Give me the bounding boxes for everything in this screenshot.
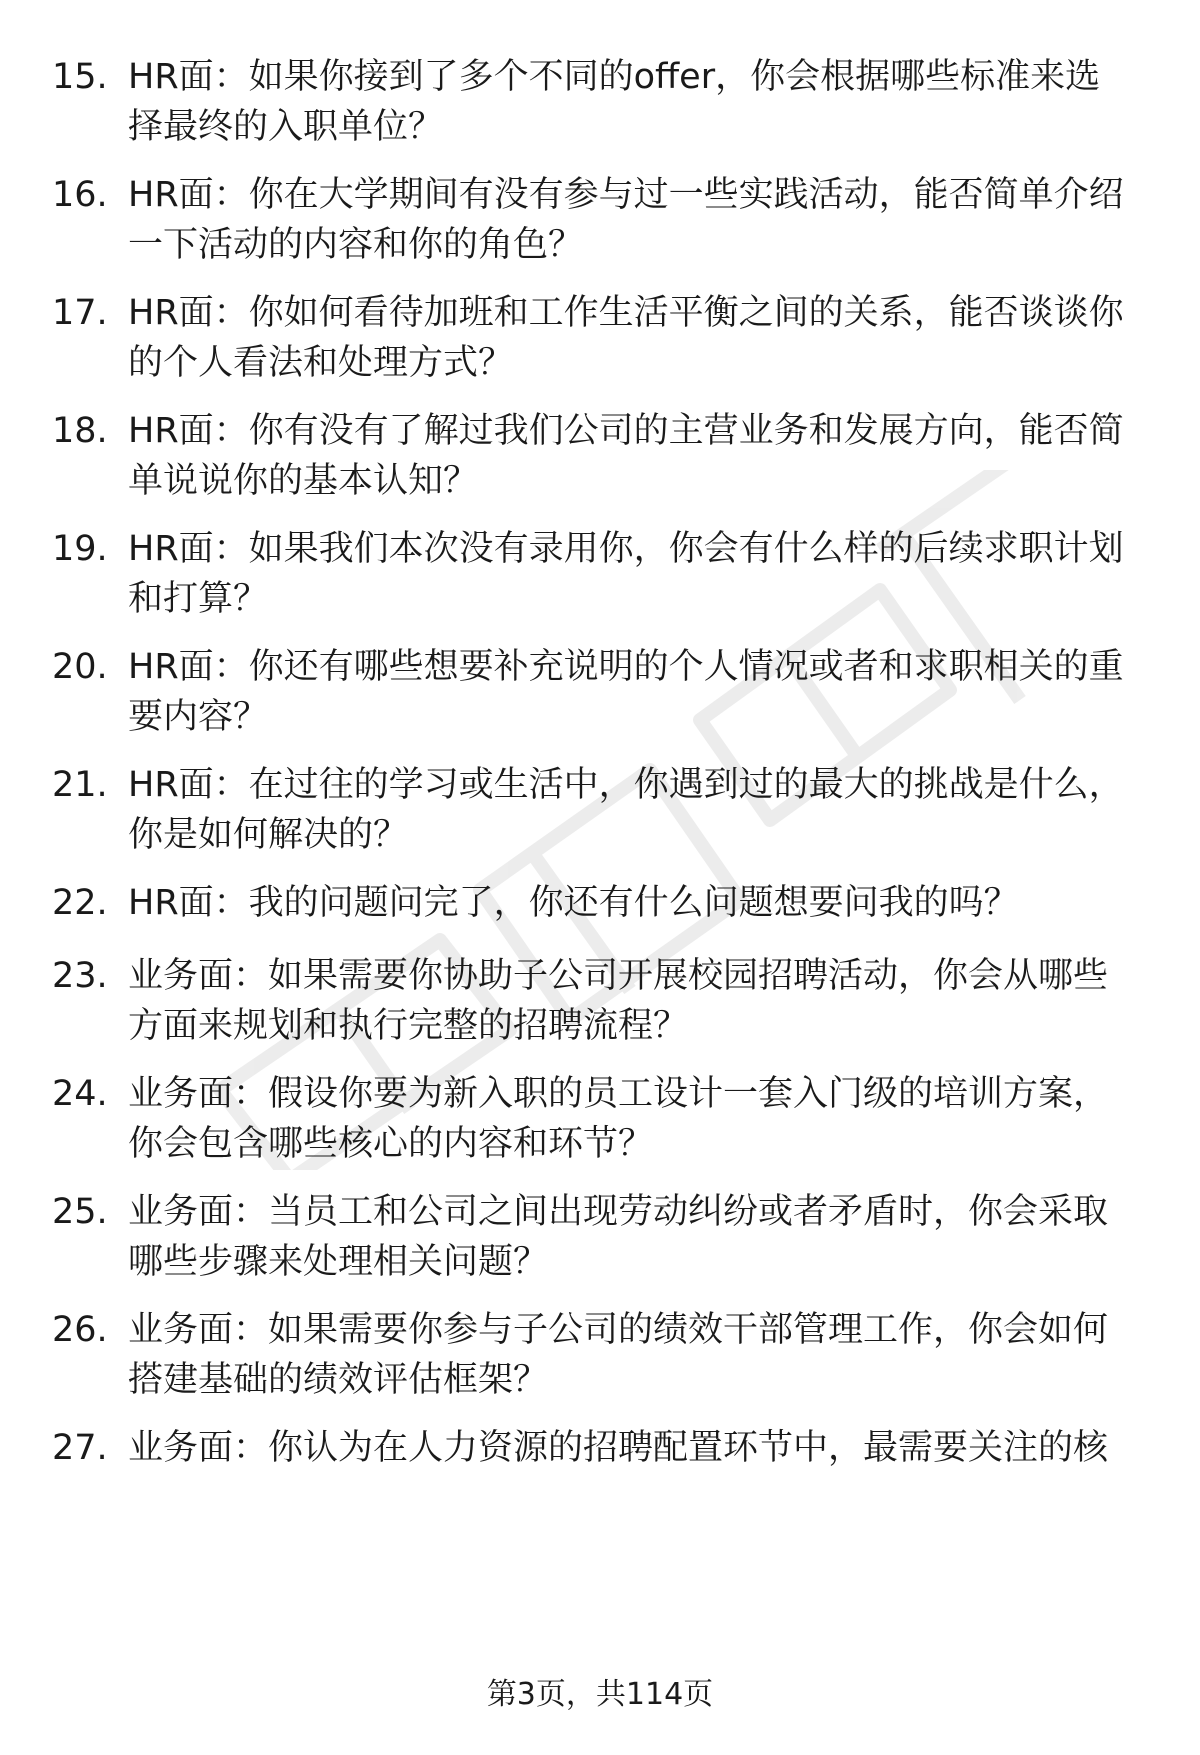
question-number: 27. xyxy=(52,1428,108,1468)
question-number: 21. xyxy=(52,765,108,805)
question-text xyxy=(128,406,1162,506)
question-line: 择最终的入职单位？ xyxy=(128,107,444,147)
question-line: 业务面：如果需要你参与子公司的绩效干部管理工作，你会如何 xyxy=(128,1310,1109,1350)
question-text xyxy=(128,1187,1162,1287)
question-text xyxy=(128,878,1162,928)
question-line: HR面：你在大学期间有没有参与过一些实践活动，能否简单介绍 xyxy=(128,175,1124,215)
question-line: 要内容？ xyxy=(128,697,269,737)
question-text xyxy=(128,170,1162,270)
question-line: HR面：在过往的学习或生活中，你遇到过的最大的挑战是什么， xyxy=(128,765,1124,805)
question-line: 业务面：当员工和公司之间出现劳动纠纷或者矛盾时，你会采取 xyxy=(128,1192,1109,1232)
question-line: 搭建基础的绩效评估框架？ xyxy=(128,1360,549,1400)
question-line: 业务面：你认为在人力资源的招聘配置环节中，最需要关注的核 xyxy=(128,1428,1109,1468)
question-text xyxy=(128,951,1162,1051)
question-number: 20. xyxy=(52,647,108,687)
question-line: 单说说你的基本认知？ xyxy=(128,461,479,501)
question-number: 23. xyxy=(52,956,108,996)
question-line: HR面：你还有哪些想要补充说明的个人情况或者和求职相关的重 xyxy=(128,647,1124,687)
question-line: HR面：如果你接到了多个不同的offer，你会根据哪些标准来选 xyxy=(128,57,1101,97)
question-line: HR面：你有没有了解过我们公司的主营业务和发展方向，能否简 xyxy=(128,411,1124,451)
question-number: 24. xyxy=(52,1074,108,1114)
question-text xyxy=(128,1069,1162,1169)
question-text xyxy=(128,1423,1162,1473)
question-text xyxy=(128,642,1162,742)
question-line: 你是如何解决的？ xyxy=(128,815,409,855)
question-line: 哪些步骤来处理相关问题？ xyxy=(128,1242,549,1282)
question-number: 16. xyxy=(52,175,108,215)
question-number: 18. xyxy=(52,411,108,451)
question-number: 19. xyxy=(52,529,108,569)
question-line: 一下活动的内容和你的角色？ xyxy=(128,225,584,265)
question-number: 26. xyxy=(52,1310,108,1350)
question-text xyxy=(128,760,1162,860)
page-footer xyxy=(0,1673,1200,1717)
question-line: 业务面：假设你要为新入职的员工设计一套入门级的培训方案， xyxy=(128,1074,1109,1114)
question-text xyxy=(128,1305,1162,1405)
question-number: 25. xyxy=(52,1192,108,1232)
question-line: HR面：我的问题问完了，你还有什么问题想要问我的吗？ xyxy=(128,883,1019,923)
question-text xyxy=(128,288,1162,388)
question-line: 和打算？ xyxy=(128,579,269,619)
question-text xyxy=(128,52,1162,152)
question-line: 方面来规划和执行完整的招聘流程？ xyxy=(128,1006,689,1046)
question-line: HR面：你如何看待加班和工作生活平衡之间的关系，能否谈谈你 xyxy=(128,293,1124,333)
question-number: 22. xyxy=(52,883,108,923)
question-line: 业务面：如果需要你协助子公司开展校园招聘活动，你会从哪些 xyxy=(128,956,1109,996)
question-number: 17. xyxy=(52,293,108,333)
page-number-label: 第3页，共114页 xyxy=(486,1677,714,1712)
question-line: HR面：如果我们本次没有录用你，你会有什么样的后续求职计划 xyxy=(128,529,1124,569)
question-text xyxy=(128,524,1162,624)
question-number: 15. xyxy=(52,57,108,97)
question-line: 你会包含哪些核心的内容和环节？ xyxy=(128,1124,654,1164)
question-line: 的个人看法和处理方式？ xyxy=(128,343,514,383)
